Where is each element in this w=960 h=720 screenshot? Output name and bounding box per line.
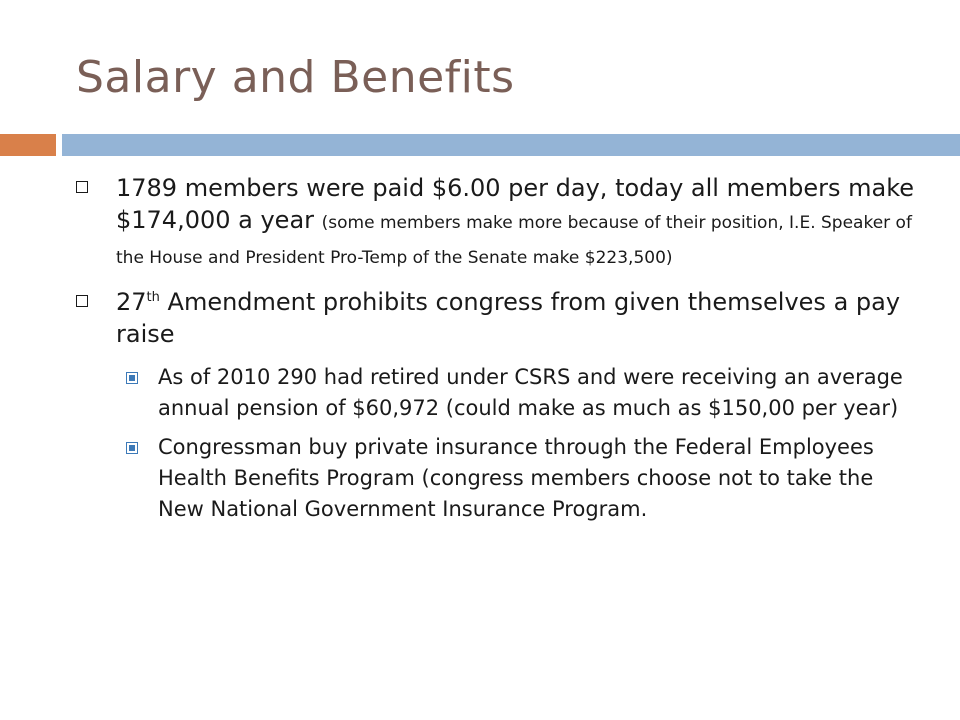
accent-bar-blue (62, 134, 960, 156)
accent-bar-orange (0, 134, 56, 156)
bullet-item (76, 286, 916, 350)
bullet-superscript: th (146, 290, 160, 305)
bullet-text: Amendment prohibits congress from given themselves a pay raise (116, 288, 901, 348)
filled-square-bullet-icon (126, 372, 138, 384)
bullet-text-prefix: 27 (116, 288, 147, 316)
bullet-note: (some members make more because of their position, I.E. Speaker of the House and President Pro-Temp of the Senate make $223,500) (116, 213, 912, 268)
slide-title: Salary and Benefits (76, 52, 515, 103)
bullet-text: 1789 members were paid $6.00 per day, today all members make $174,000 a year (116, 174, 915, 234)
square-bullet-icon (76, 295, 88, 307)
sub-bullet-text: As of 2010 290 had retired under CSRS and were receiving an average annual pension of $60,972 (could make as much as $150,00 per year) (158, 365, 903, 420)
sub-bullet-item (126, 432, 916, 525)
sub-bullet-item (126, 362, 916, 424)
filled-square-bullet-icon (126, 442, 138, 454)
square-bullet-icon (76, 181, 88, 193)
sub-bullet-text: Congressman buy private insurance through the Federal Employees Health Benefits Program (congress members choose not to take the New National Government Insurance Program. (158, 435, 874, 521)
bullet-item (76, 172, 916, 274)
slide-content (76, 172, 916, 533)
